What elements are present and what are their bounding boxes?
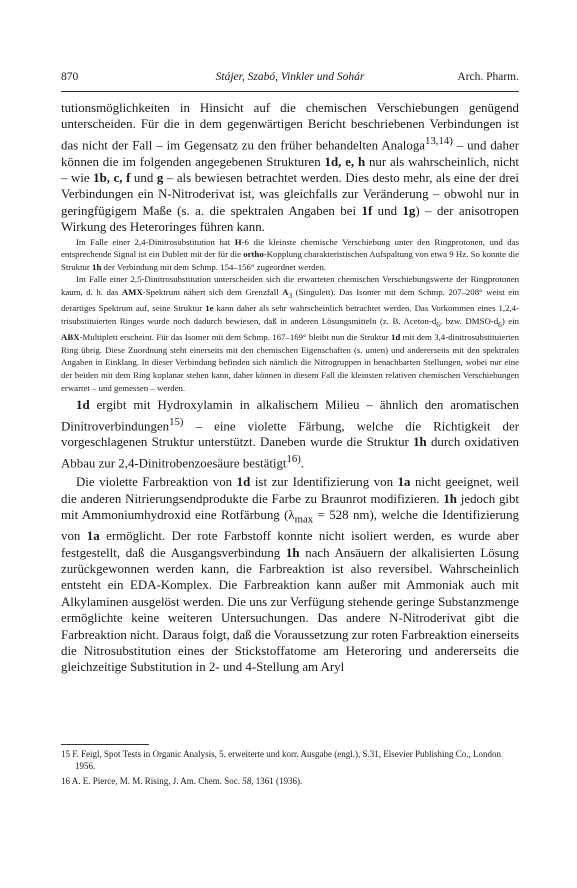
page-number: 870 — [61, 71, 79, 83]
running-authors: Stájer, Szabó, Vinkler und Sohár — [215, 71, 365, 83]
paragraph: 1d ergibt mit Hydroxylamin in alkalischem Milieu – ähnlich den aromatischen Dinitroverbindungen$^{15)}$ – eine violette Färbung, welche die Richtigkeit der vorgeschlagenen Struktur unterstützt. Daneben wurde die Struktur 1h durch oxidativen Abbau zur 2,4-Dinitrobenzoesäure bestätigt$^{16)}$. — [61, 398, 519, 470]
running-header — [61, 69, 519, 85]
paragraph: Im Falle einer 2,4-Dinitrosubstitution hat H-6 die kleinste chemische Verschiebung unter den Ringprotonen, und das entsprechende Signal ist ein Dublett mit der für die ortho-Kopplung charakteristischen Aufspaltung von etwa 9 Hz. So konnte die Struktur 1h der Verbindung mit dem Schmp. 154–156° zugeordnet werden. — [61, 236, 519, 272]
body-text — [61, 100, 519, 676]
footnote-rule — [61, 744, 149, 745]
paragraph: Die violette Farbreaktion von 1d ist zur Identifizierung von 1a nicht geeignet, weil die anderen Nitrierungsendprodukte die Farbe zu Braunrot modifizieren. 1h jedoch gibt mit Ammoniumhydroxid eine Rotfärbung ($\lambda_{max} = 528$ nm), welche die Identifizierung von 1a ermöglicht. Der rote Farbstoff konnte nicht isoliert werden, es wurde aber festgestellt, daß die Ausgangsverbindung 1h nach Ansäuern der alkalisierten Lösung zurückgewonnen werden kann, die Farbreaktion ist also reversibel. Wahrscheinlich entsteht ein EDA-Komplex. Die Farbreaktion kann außer mit Ammoniak auch mit Alkylaminen ausgelöst werden. Die uns zur Verfügung stehende geringe Substanzmenge ermöglichte keine weiteren Untersuchungen. Das andere N-Nitroderivat gibt die Farbreaktion nicht. Daraus folgt, daß die Voraussetzung zur roten Farbreaktion einerseits die Nitrosubstitution eines der Stickstoffatome am Heteroring und andererseits die gleichzeitige Substitution in 2- und 4-Stellung am Aryl — [61, 475, 520, 675]
paragraph: Im Falle einer 2,5-Dinitrosubstitution unterscheiden sich die erwarteten chemischen Verschiebungswerte der Ringprotonen kaum, d. h. das AMX-Spektrum nähert sich dem Grenzfall $A_3$ (Singulett). Das Isomer mit dem Schmp. 207–208° weist ein derartiges Spektrum auf, seine Struktur 1e kann daher als sehr wahrscheinlich betrachtet werden. Das Vorkommen eines 1,2,4-trisubstituierten Ringes wurde noch dadurch bewiesen, daß in anderen Lösungsmitteln (z. B. Aceton-$d_6$, bzw. DMSO-$d_6$) ein ABX-Multiplett erscheint. Für das Isomer mit dem Schmp. 167–169° bleibt nun die Struktur 1d mit dem 3,4-dinitrosubstituierten Ring übrig. Diese Zuordnung steht einerseits mit den chemischen Eigenschaften (s. unten) und andererseits mit den spektralen Angaben in Einklang. In dieser Verbindung befinden sich nämlich die Nitrogruppen in benachbarten Stellungen, wobei nur eine der beiden mit dem Ring koplanar stehen kann, daher können in diesem Fall die kleinsten relativen chemischen Verschiebungen erwartet – und gemessen – werden. — [61, 274, 520, 393]
footnotes — [61, 748, 519, 791]
paragraph: tutionsmöglichkeiten in Hinsicht auf die chemischen Verschiebungen genügend unterscheiden. Für die in dem gegenwärtigen Bericht beschriebenen Verbindungen ist das nicht der Fall – im Gegensatz zu den früher behandelten Analoga$^{13,14)}$ – und daher können die im folgenden angegebenen Strukturen 1d, e, h nur als wahrscheinlich, nicht – wie 1b, c, f und g – als bewiesen betrachtet werden. Dies desto mehr, als eine der drei Verbindungen ein N-Nitroderivat ist, was gleichfalls zur Veränderung – obwohl nur in geringfügigem Maße (s. a. die spektralen Angaben bei 1f und 1g) – der anisotropen Wirkung des Heteroringes führen kann. — [61, 101, 520, 235]
header-rule — [61, 91, 519, 92]
footnote: 16 A. E. Pierce, M. M. Rising, J. Am. Chem. Soc. 58, 1361 (1936). — [61, 776, 303, 787]
journal-name: Arch. Pharm. — [457, 71, 519, 83]
footnote: 15 F. Feigl, Spot Tests in Organic Analysis, 5. erweiterte und korr. Ausgabe (engl.), S.31, Elsevier Publishing Co., London 1956. — [61, 749, 502, 772]
